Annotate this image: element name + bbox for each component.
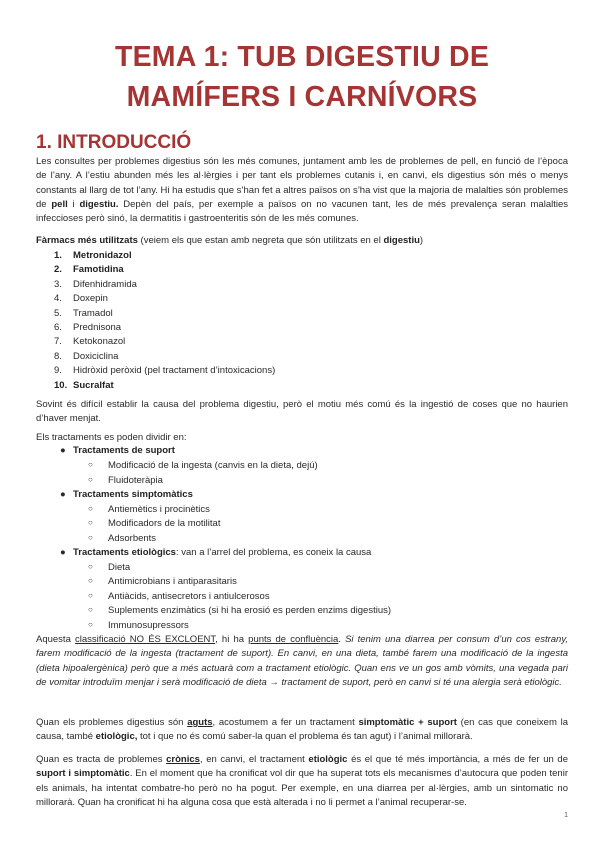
drug-number: 4.	[54, 293, 62, 305]
drug-number: 1.	[54, 250, 62, 261]
drug-number: 7.	[54, 336, 62, 348]
page-number: 1	[564, 812, 568, 819]
bullet-icon: ●	[60, 445, 66, 456]
acute-paragraph: Quan els problemes digestius són aguts, acostumem a fer un tractament simptomàtic + suport (en cas que coneixem la causa, també etiològic, tot i que no és comú saber-la quan el problema és tan agut) i l’animal millorarà.	[36, 717, 568, 743]
title-line-2: MAMÍFERS I CARNÍVORS	[126, 81, 478, 113]
circle-bullet-icon: ○	[88, 503, 93, 513]
list-item: Modificadors de la motilitat	[108, 518, 221, 529]
bullet-icon: ●	[60, 547, 66, 558]
treatment-support: Tractaments de suport	[73, 445, 175, 456]
drug-name: Difenhidramida	[73, 278, 137, 290]
bullet-icon: ●	[60, 489, 66, 500]
document-title	[36, 37, 568, 117]
list-item: Antiemètics i procinètics	[108, 503, 210, 515]
drug-name: Famotidina	[73, 264, 124, 276]
classification-paragraph: Aquesta classificació NO ÉS EXCLOENT, hi ha punts de confluència. Si tenim una diarrea per consum d’un cos estrany, farem modificació de la ingesta (tractament de suport). En canvi, en una dieta, també farem una modificació de la ingesta (dieta hipoalergènica) però que a més actuarà com a tractament etiològic. Quan ens ve un gos amb vòmits, una vegada pari de vomitar introduïm menjar i serà modificació de dieta → tractament de suport, però en canvi si té una alergia serà etiològic.	[36, 634, 569, 688]
circle-bullet-icon: ○	[88, 605, 93, 614]
treatments-intro: Els tractaments es poden dividir en:	[36, 432, 187, 443]
list-item: Adsorbents	[108, 532, 157, 544]
treatment-etiological: Tractaments etiològics: van a l’arrel del problema, es coneix la causa	[73, 547, 372, 558]
drug-name: Tramadol	[73, 307, 113, 319]
circle-bullet-icon: ○	[88, 474, 93, 484]
chronic-paragraph: Quan es tracta de problemes crònics, en canvi, el tractament etiològic és el que té més importància, a més de fer un de suport i simptomàtic. En el moment que ha cronificat vol dir que ha superat tots els mecanismes d’autocura que poden tenir els animals, ha intentat combatre-ho però no ha pogut. Per exemple, en una diarrea per al·lèrgies, amb un sintomatic no millorarà. Quan ha cronificat hi ha alguna cosa que està alterada i no li permet a l’animal recuperar-se.	[36, 754, 568, 808]
list-item: Modificació de la ingesta (canvis en la dieta, dejú)	[108, 460, 318, 471]
list-item: Suplements enzimàtics (si hi ha erosió es perden enzims digestius)	[108, 605, 392, 616]
list-item: Dieta	[108, 561, 131, 573]
circle-bullet-icon: ○	[88, 561, 93, 571]
drug-name: Doxepin	[73, 293, 108, 305]
circle-bullet-icon: ○	[88, 619, 93, 629]
circle-bullet-icon: ○	[88, 518, 93, 527]
drug-name: Ketokonazol	[73, 336, 126, 348]
circle-bullet-icon: ○	[88, 532, 93, 542]
drug-number: 6.	[54, 321, 62, 333]
list-item: Fluidoteràpia	[108, 474, 163, 486]
treatment-symptomatic: Tractaments simptomàtics	[73, 489, 193, 500]
list-item: Antiàcids, antisecretors i antiulcerosos	[108, 590, 270, 602]
drug-name: Sucralfat	[73, 379, 114, 391]
drug-name: Prednisona	[73, 321, 122, 333]
drug-name: Hidròxid peròxid (pel tractament d’intoxicacions)	[73, 365, 276, 377]
drug-number: 2.	[54, 264, 62, 276]
intro-paragraph: Les consultes per problemes digestius són les més comunes, juntament amb les de problemes de pell, en funció de l’època de l’any. A l’estiu abunden més les al·lèrgies i per tant els problemes cutanis i, en canvi, els digestius són més o menys constants al llarg de tot l’any. Hi ha estudis que s’han fet a altres països on s’ha vist que la majoria de malalties són problemes de pell i digestiu. Depèn del país, per exemple a països on no vacunen tant, les de més prevalença seran malalties infeccioses però sinó, la dermatitis i gastroenteritis són de les més comunes.	[36, 156, 569, 225]
drug-number: 5.	[54, 307, 62, 319]
drug-number: 10.	[54, 379, 68, 391]
drug-number: 8.	[54, 350, 62, 362]
list-item: Antimicrobians i antiparasitaris	[108, 576, 237, 587]
section-heading: 1. INTRODUCCIÓ	[36, 132, 192, 153]
circle-bullet-icon: ○	[88, 590, 93, 600]
drugs-label: Fàrmacs més utilitzats (veiem els que estan amb negreta que són utilitzats en el digestiu)	[36, 235, 424, 246]
circle-bullet-icon: ○	[88, 460, 93, 469]
cause-paragraph: Sovint és difícil establir la causa del problema digestiu, però el motiu més comú és la ingestió de coses que no haurien d’haver menjat.	[36, 399, 568, 425]
drug-name: Metronidazol	[73, 250, 132, 261]
title-line-1: TEMA 1: TUB DIGESTIU DE	[114, 41, 490, 73]
drug-number: 9.	[54, 365, 62, 377]
circle-bullet-icon: ○	[88, 576, 93, 585]
list-item: Immunosupressors	[108, 619, 189, 631]
drug-number: 3.	[54, 278, 62, 290]
drug-name: Doxiciclina	[73, 350, 119, 362]
